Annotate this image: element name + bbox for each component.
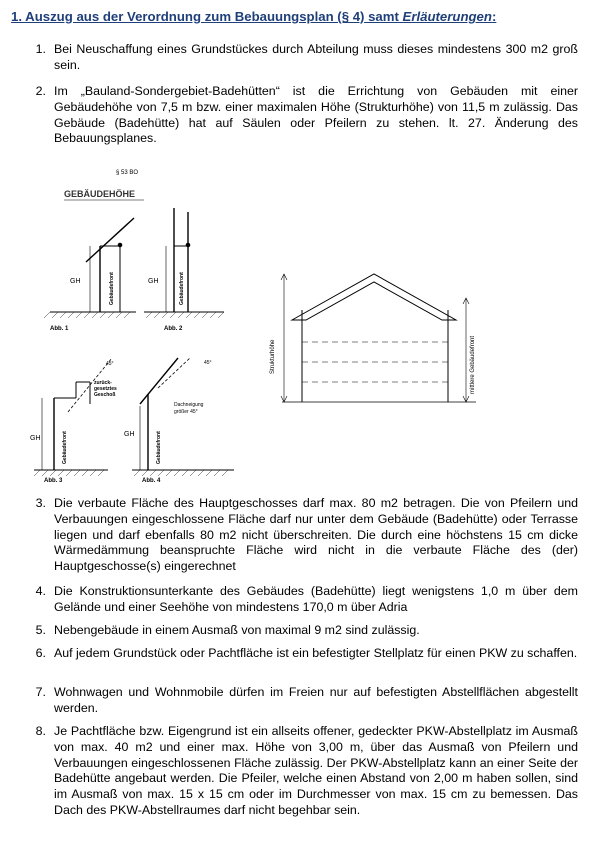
- section-ref: § 53 BO: [116, 170, 139, 176]
- item-text: Die Konstruktionsunterkante des Gebäudes (Badehütte) liegt wenigstens 1,0 m über dem Gelände und einer Seehöhe von mindestens 170,0 m über Adria: [54, 584, 578, 614]
- gh-label: GH: [30, 435, 41, 442]
- setback-label-1: zurück-: [94, 380, 112, 386]
- abb4-label: Abb. 4: [142, 478, 161, 484]
- heading-text: 1. Auszug aus der Verordnung zum Bebauungsplan (§ 4) samt: [11, 9, 403, 24]
- item-number: 7.: [35, 685, 46, 699]
- front-label: Gebäudefront: [62, 431, 68, 464]
- item-text: Wohnwagen und Wohnmobile dürfen im Freien nur auf befestigten Abstellflächen abgestellt werden.: [54, 685, 578, 715]
- abb2-label: Abb. 2: [164, 326, 183, 332]
- front-label: Gebäudefront: [109, 272, 115, 305]
- item-number: 5.: [35, 623, 46, 637]
- item-number: 2.: [35, 84, 46, 98]
- abb4-drawing: [124, 358, 234, 484]
- abb3-drawing: [30, 358, 117, 484]
- item-text: Im „Bauland-Sondergebiet-Badehütten“ ist die Errichtung von Gebäuden mit einer Gebäudehöhe von 7,5 m bzw. einer maximalen Höhe (Strukturhöhe) von 11,5 m zulässig. Das Gebäude (Badehütte) hat auf Säulen oder Pfeilern zu stehen. lt. 27. Änderung des Bebauungsplanes.: [54, 84, 578, 146]
- item-number: 8.: [35, 724, 46, 738]
- item-text: Die verbaute Fläche des Hauptgeschosses darf max. 80 m2 betragen. Die von Pfeilern und Verbauungen eingeschlossene Fläche darf nur unter dem Gebäude (Badehütte) oder Terrasse liegen und darf ebenfalls 80 m2 nicht überschreiten. Die durch eine höchstens 15 cm dicke Wärmedämmung beanspruchte Fläche wird nicht in die verbaute Fläche des (der) Hauptgeschosse(s) eingerechnet: [54, 496, 578, 574]
- roof-pitch-label-2: größer 45°: [174, 409, 198, 415]
- gh-label: GH: [70, 278, 81, 285]
- front-label: Gebäudefront: [156, 431, 162, 464]
- setback-label-2: gesetztes: [94, 386, 117, 392]
- building-height-diagram: [28, 162, 250, 484]
- item-text: Auf jedem Grundstück oder Pachtfläche ist ein befestigter Stellplatz für einen PKW zu schaffen.: [54, 646, 578, 660]
- abb3-label: Abb. 3: [44, 478, 63, 484]
- item-number: 3.: [35, 496, 46, 510]
- abb1-label: Abb. 1: [50, 326, 69, 332]
- item-text: Je Pachtfläche bzw. Eigengrund ist ein allseits offener, gedeckter PKW-Abstellplatz im Ausmaß von max. 40 m2 und einer max. Höhe von 3,00 m, über das Ausmaß von Pfeilern und Verbauungen eingeschlossenen Fläche zulässig. Der PKW-Abstellplatz kann an einer Seite der Badehütte angebaut werden. Die Pfeiler, welche einen Abstand von 2,00 m haben sollen, sind im Ausmaß von max. 15 x 15 cm oder im Durchmesser von max. 15 cm zu bemessen. Das Dach des PKW-Abstellraumes darf nicht begehbar sein.: [54, 724, 578, 817]
- section-heading: [11, 9, 496, 24]
- gh-label: GH: [124, 431, 135, 438]
- item-text: Nebengebäude in einem Ausmaß von maximal 9 m2 sind zulässig.: [54, 623, 420, 637]
- mid-front-label: mittlere Gebäudefront: [470, 335, 476, 394]
- structure-height-label: Strukturhöhe: [270, 339, 276, 374]
- angle-label: 45°: [106, 361, 114, 367]
- abb2-drawing: [144, 208, 224, 332]
- front-label: Gebäudefront: [179, 272, 185, 305]
- gh-label: GH: [148, 278, 159, 285]
- item-text: Bei Neuschaffung eines Grundstückes durch Abteilung muss dieses mindestens 300 m2 groß sein.: [54, 42, 578, 72]
- roof-pitch-label-1: Dachneigung: [174, 402, 204, 408]
- heading-colon: :: [491, 9, 497, 24]
- item-number: 6.: [35, 646, 46, 660]
- item-number: 4.: [35, 584, 46, 598]
- abb1-drawing: [44, 218, 136, 332]
- diagram-title: GEBÄUDEHÖHE: [64, 189, 136, 199]
- structure-height-diagram: [262, 262, 488, 412]
- heading-italic-text: Erläuterungen: [402, 9, 492, 24]
- angle-label: 45°: [204, 360, 212, 366]
- item-number: 1.: [35, 42, 46, 56]
- setback-label-3: Geschoß: [94, 392, 116, 398]
